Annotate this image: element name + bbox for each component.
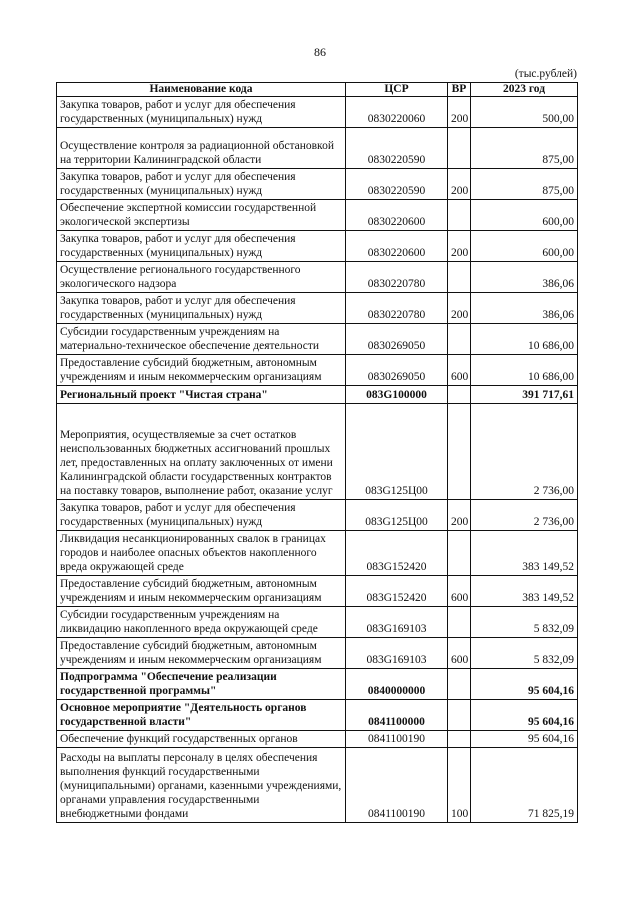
- cell-amount: 383 149,52: [471, 576, 578, 607]
- cell-name: Подпрограмма "Обеспечение реализации государственной программы": [57, 669, 346, 700]
- cell-vr: [448, 731, 471, 748]
- cell-amount: 500,00: [471, 97, 578, 128]
- cell-csr: 0841100190: [346, 748, 448, 823]
- cell-amount: 2 736,00: [471, 500, 578, 531]
- table-row: [57, 262, 578, 293]
- cell-name: Закупка товаров, работ и услуг для обеспечения государственных (муниципальных) нужд: [57, 293, 346, 324]
- table-body: [57, 97, 578, 823]
- cell-name: Обеспечение функций государственных органов: [57, 731, 346, 748]
- cell-vr: 600: [448, 576, 471, 607]
- cell-vr: [448, 700, 471, 731]
- header-csr: ЦСР: [346, 83, 448, 97]
- cell-vr: [448, 128, 471, 169]
- table-row: [57, 638, 578, 669]
- cell-csr: 0830220060: [346, 97, 448, 128]
- cell-name: Региональный проект "Чистая страна": [57, 386, 346, 404]
- table-row: [57, 607, 578, 638]
- cell-name: Закупка товаров, работ и услуг для обеспечения государственных (муниципальных) нужд: [57, 500, 346, 531]
- cell-csr: 083G125Ц00: [346, 500, 448, 531]
- cell-csr: 0830220780: [346, 293, 448, 324]
- cell-vr: 200: [448, 169, 471, 200]
- cell-vr: 600: [448, 355, 471, 386]
- cell-amount: 10 686,00: [471, 324, 578, 355]
- cell-vr: [448, 386, 471, 404]
- table-row: [57, 386, 578, 404]
- table-row: [57, 669, 578, 700]
- cell-amount: 875,00: [471, 169, 578, 200]
- cell-amount: 383 149,52: [471, 531, 578, 576]
- table-row: [57, 700, 578, 731]
- cell-amount: 386,06: [471, 262, 578, 293]
- cell-name: Предоставление субсидий бюджетным, автономным учреждениям и иным некоммерческим организациям: [57, 576, 346, 607]
- cell-name: Ликвидация несанкционированных свалок в границах городов и наиболее опасных объектов накопленного вреда окружающей среде: [57, 531, 346, 576]
- table-row: [57, 324, 578, 355]
- cell-csr: 0840000000: [346, 669, 448, 700]
- cell-name: Закупка товаров, работ и услуг для обеспечения государственных (муниципальных) нужд: [57, 169, 346, 200]
- cell-csr: 0841100190: [346, 731, 448, 748]
- cell-vr: [448, 531, 471, 576]
- cell-vr: 100: [448, 748, 471, 823]
- cell-name: Осуществление регионального государственного экологического надзора: [57, 262, 346, 293]
- table-row: [57, 293, 578, 324]
- cell-vr: 200: [448, 500, 471, 531]
- cell-amount: 10 686,00: [471, 355, 578, 386]
- cell-vr: 200: [448, 231, 471, 262]
- cell-vr: 200: [448, 293, 471, 324]
- cell-amount: 391 717,61: [471, 386, 578, 404]
- cell-amount: 95 604,16: [471, 669, 578, 700]
- cell-vr: [448, 404, 471, 500]
- cell-vr: [448, 669, 471, 700]
- cell-amount: 95 604,16: [471, 731, 578, 748]
- cell-csr: 0830269050: [346, 324, 448, 355]
- cell-csr: 083G100000: [346, 386, 448, 404]
- table-row: [57, 531, 578, 576]
- cell-csr: 0830269050: [346, 355, 448, 386]
- table-row: [57, 231, 578, 262]
- cell-vr: [448, 324, 471, 355]
- cell-csr: 083G152420: [346, 576, 448, 607]
- cell-csr: 083G152420: [346, 531, 448, 576]
- table-row: [57, 731, 578, 748]
- cell-name: Осуществление контроля за радиационной обстановкой на территории Калининградской области: [57, 128, 346, 169]
- cell-name: Предоставление субсидий бюджетным, автономным учреждениям и иным некоммерческим организациям: [57, 638, 346, 669]
- cell-vr: [448, 607, 471, 638]
- cell-name: Закупка товаров, работ и услуг для обеспечения государственных (муниципальных) нужд: [57, 231, 346, 262]
- cell-vr: 600: [448, 638, 471, 669]
- table-row: [57, 128, 578, 169]
- cell-csr: 0841100000: [346, 700, 448, 731]
- table-row: [57, 355, 578, 386]
- cell-name: Основное мероприятие "Деятельность органов государственной власти": [57, 700, 346, 731]
- cell-name: Субсидии государственным учреждениям на материально-техническое обеспечение деятельности: [57, 324, 346, 355]
- cell-name: Субсидии государственным учреждениям на ликвидацию накопленного вреда окружающей среде: [57, 607, 346, 638]
- cell-csr: 0830220590: [346, 169, 448, 200]
- cell-name: Обеспечение экспертной комиссии государственной экологической экспертизы: [57, 200, 346, 231]
- table-row: [57, 500, 578, 531]
- header-year: 2023 год: [471, 83, 578, 97]
- budget-table: [56, 82, 578, 823]
- header-name: Наименование кода: [57, 83, 346, 97]
- table-header-row: [57, 83, 578, 97]
- cell-amount: 5 832,09: [471, 607, 578, 638]
- table-row: [57, 576, 578, 607]
- cell-csr: 0830220600: [346, 200, 448, 231]
- cell-csr: 0830220590: [346, 128, 448, 169]
- table-row: [57, 169, 578, 200]
- table-row: [57, 200, 578, 231]
- table-row: [57, 97, 578, 128]
- cell-vr: [448, 262, 471, 293]
- header-vr: ВР: [448, 83, 471, 97]
- cell-amount: 600,00: [471, 200, 578, 231]
- cell-amount: 875,00: [471, 128, 578, 169]
- cell-vr: 200: [448, 97, 471, 128]
- cell-amount: 95 604,16: [471, 700, 578, 731]
- cell-csr: 0830220780: [346, 262, 448, 293]
- cell-csr: 0830220600: [346, 231, 448, 262]
- cell-amount: 386,06: [471, 293, 578, 324]
- cell-name: Предоставление субсидий бюджетным, автономным учреждениям и иным некоммерческим организациям: [57, 355, 346, 386]
- cell-csr: 083G169103: [346, 607, 448, 638]
- cell-name: Расходы на выплаты персоналу в целях обеспечения выполнения функций государственными (муниципальными) органами, казенными учреждениями, органами управления государственными внебюджетными фондами: [57, 748, 346, 823]
- cell-amount: 600,00: [471, 231, 578, 262]
- table-row: [57, 748, 578, 823]
- cell-amount: 5 832,09: [471, 638, 578, 669]
- cell-name: Мероприятия, осуществляемые за счет остатков неиспользованных бюджетных ассигнований прошлых лет, предоставленных на оплату заключенных от имени Калининградской области государственных контрактов на поставку товаров, выполнение работ, оказание услуг: [57, 404, 346, 500]
- cell-name: Закупка товаров, работ и услуг для обеспечения государственных (муниципальных) нужд: [57, 97, 346, 128]
- units-label: (тыс.рублей): [514, 68, 577, 80]
- table-row: [57, 404, 578, 500]
- cell-csr: 083G169103: [346, 638, 448, 669]
- cell-amount: 2 736,00: [471, 404, 578, 500]
- cell-amount: 71 825,19: [471, 748, 578, 823]
- page-number: 86: [314, 45, 326, 59]
- cell-vr: [448, 200, 471, 231]
- cell-csr: 083G125Ц00: [346, 404, 448, 500]
